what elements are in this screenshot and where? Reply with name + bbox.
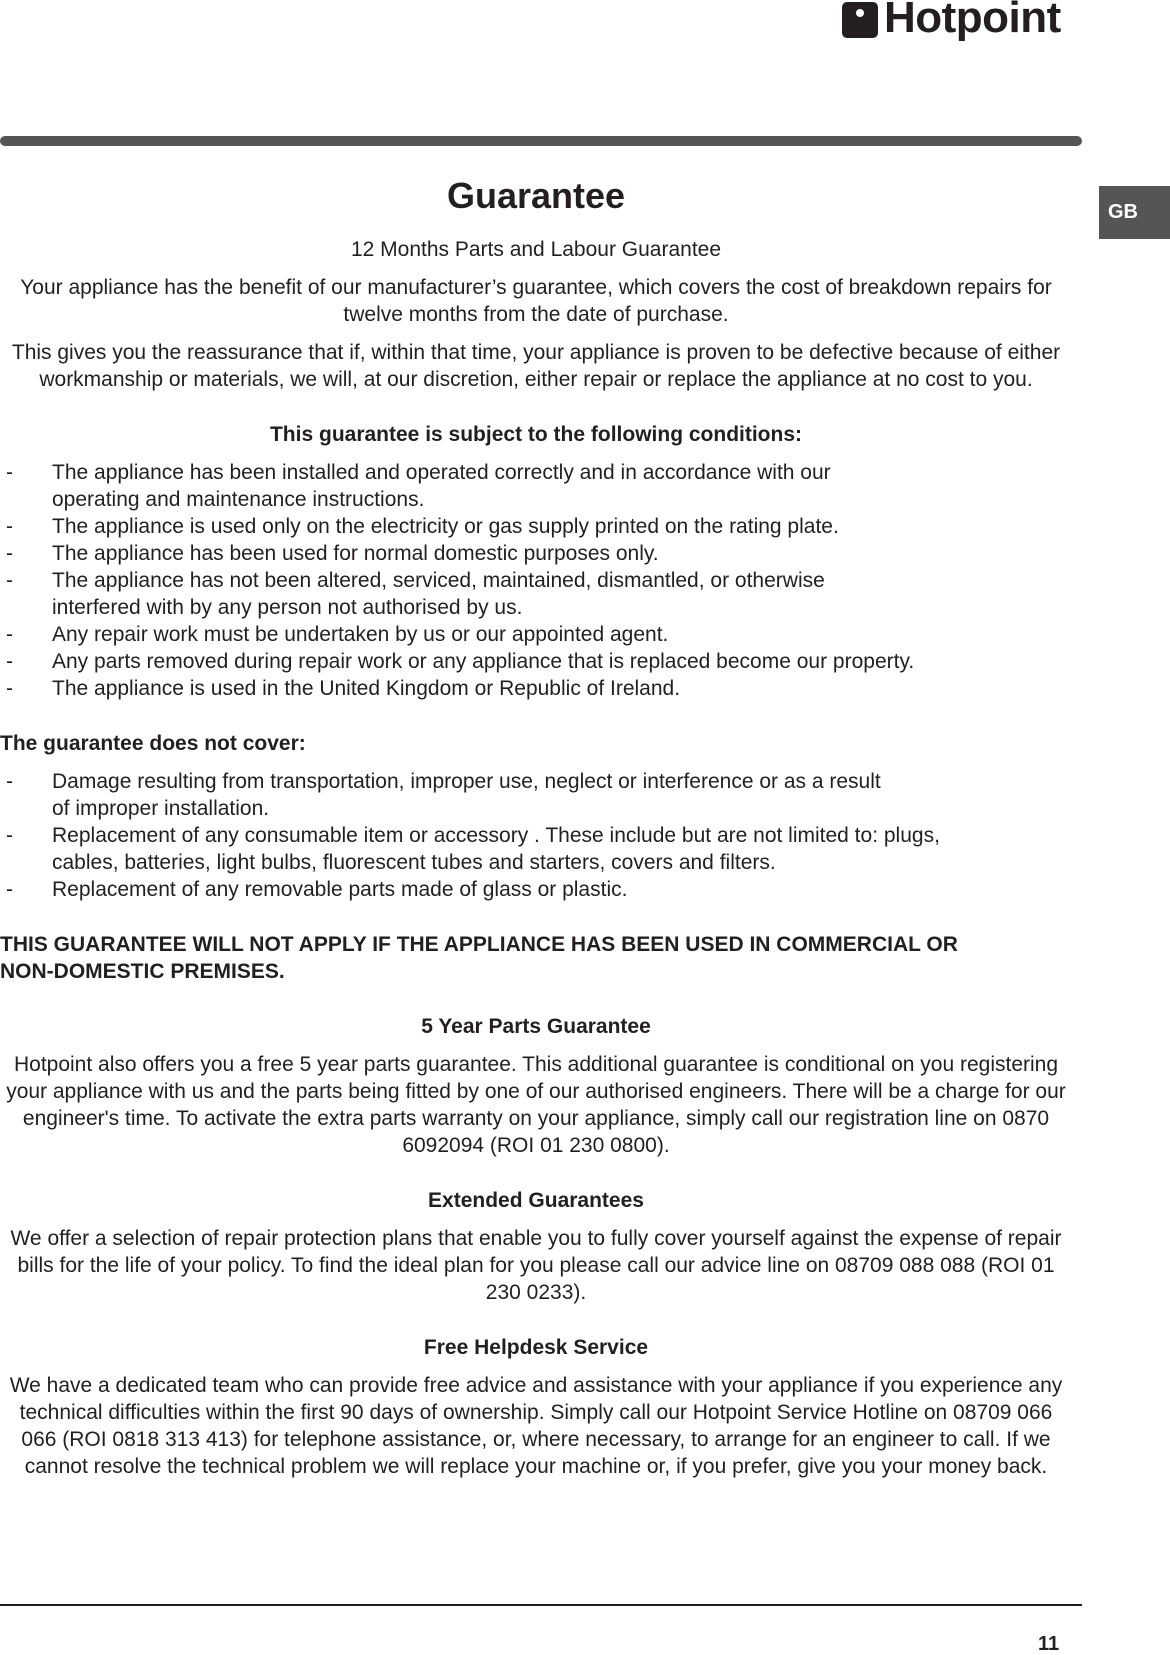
exclusions-heading: The guarantee does not cover: bbox=[0, 732, 306, 755]
conditions-heading: This guarantee is subject to the following conditions: bbox=[269, 423, 803, 446]
section-body: We have a dedicated team who can provide free advice and assistance with your appliance if you experience any technical difficulties within the first 90 days of ownership. Simply call our Hotpoint Service Hotline on 08709 066 066 (ROI 0818 313 413) for telephone assistance, or, where necessary, to arrange for an engineer to call. If we cannot resolve the technical problem we will replace your machine or, if you prefer, give you your money back. bbox=[9, 1374, 1063, 1478]
page-number: 11 bbox=[1038, 1633, 1060, 1655]
intro-paragraph: Your appliance has the benefit of our manufacturer’s guarantee, which covers the cost of breakdown repairs for twelve months from the date of purchase. bbox=[20, 276, 1052, 326]
section-heading: 5 Year Parts Guarantee bbox=[421, 1015, 651, 1038]
list-item: - The appliance is used in the United Kingdom or Republic of Ireland. bbox=[6, 677, 681, 700]
top-divider bbox=[0, 136, 1082, 146]
guarantee-subtitle: 12 Months Parts and Labour Guarantee bbox=[350, 238, 722, 261]
main-content bbox=[0, 172, 1072, 1480]
brand-logo-icon bbox=[842, 2, 878, 38]
list-item: - The appliance has been installed and operated correctly and in accordance with our operating and maintenance instructions. bbox=[6, 461, 831, 511]
commercial-use-warning: THIS GUARANTEE WILL NOT APPLY IF THE APPLIANCE HAS BEEN USED IN COMMERCIAL OR NON-DOMESTIC PREMISES. bbox=[0, 933, 958, 983]
section-heading: Extended Guarantees bbox=[428, 1189, 644, 1212]
brand-name: Hotpoint bbox=[884, 0, 1061, 42]
brand-logo bbox=[842, 0, 1082, 46]
bottom-divider bbox=[0, 1604, 1082, 1606]
list-item: - Any repair work must be undertaken by us or our appointed agent. bbox=[6, 623, 669, 646]
intro-paragraph: This gives you the reassurance that if, within that time, your appliance is proven to be defective because of either workmanship or materials, we will, at our discretion, either repair or replace the appliance at no cost to you. bbox=[11, 341, 1061, 391]
list-item: - Any parts removed during repair work or any appliance that is replaced become our property. bbox=[6, 650, 915, 673]
page-title: Guarantee bbox=[446, 175, 626, 216]
section-body: We offer a selection of repair protection plans that enable you to fully cover yourself against the expense of repair bills for the life of your policy. To find the ideal plan for you please call our advice line on 08709 088 088 (ROI 01 230 0233). bbox=[10, 1227, 1062, 1304]
exclusions-list bbox=[0, 768, 1072, 903]
list-item: - Replacement of any removable parts made of glass or plastic. bbox=[6, 878, 628, 901]
section-body: Hotpoint also offers you a free 5 year parts guarantee. This additional guarantee is conditional on you registering your appliance with us and the parts being fitted by one of our authorised engineers. There will be a charge for our engineer's time. To activate the extra parts warranty on your appliance, simply call our registration line on 0870 6092094 (ROI 01 230 0800). bbox=[6, 1053, 1066, 1157]
list-item: - The appliance has been used for normal domestic purposes only. bbox=[6, 542, 659, 565]
section-heading: Free Helpdesk Service bbox=[423, 1336, 649, 1359]
language-tab: GB bbox=[1099, 186, 1170, 239]
list-item: - The appliance has not been altered, serviced, maintained, dismantled, or otherwise interfered with by any person not authorised by us. bbox=[6, 569, 825, 619]
list-item: - The appliance is used only on the electricity or gas supply printed on the rating plate. bbox=[6, 515, 839, 538]
list-item: - Damage resulting from transportation, improper use, neglect or interference or as a result of improper installation. bbox=[6, 770, 881, 820]
list-item: - Replacement of any consumable item or accessory . These include but are not limited to: plugs, cables, batteries, light bulbs, fluorescent tubes and starters, covers and filters. bbox=[6, 824, 940, 874]
conditions-list bbox=[0, 459, 1072, 702]
